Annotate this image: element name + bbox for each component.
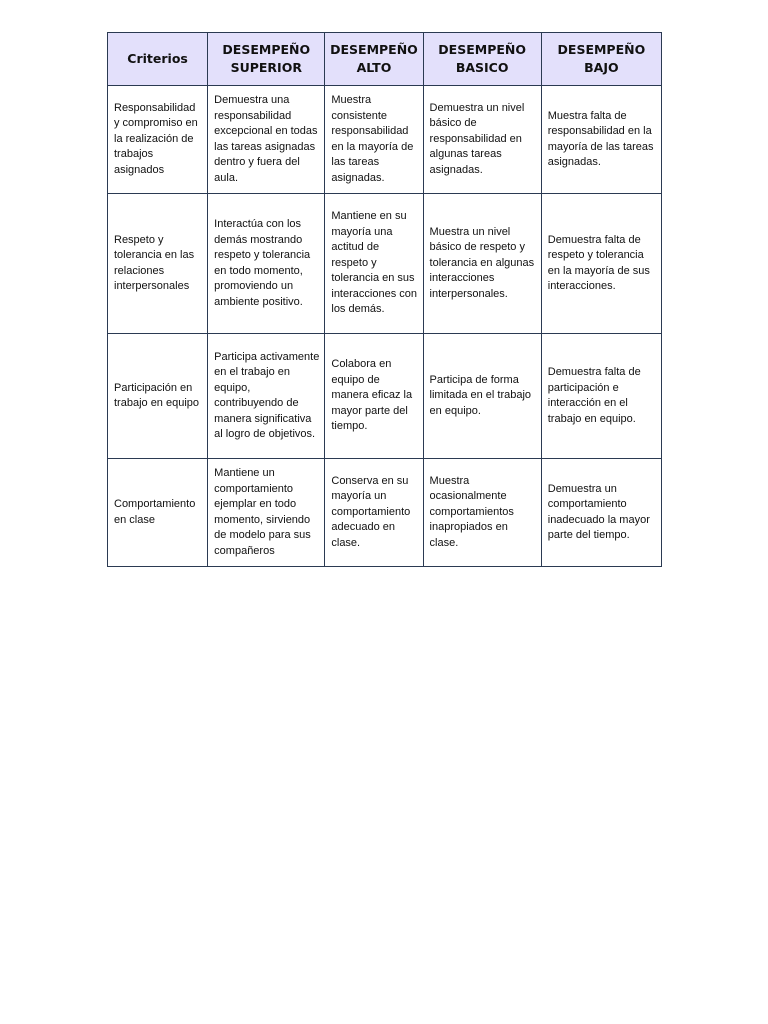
criterion-cell: Participación en trabajo en equipo	[108, 334, 208, 459]
bajo-cell: Muestra falta de responsabilidad en la mayoría de las tareas asignadas.	[541, 86, 661, 194]
table-row	[108, 459, 662, 567]
bajo-cell: Demuestra un comportamiento inadecuado la mayor parte del tiempo.	[541, 459, 661, 567]
rubric-body	[108, 86, 662, 567]
table-row	[108, 334, 662, 459]
criterion-cell: Responsabilidad y compromiso en la realización de trabajos asignados	[108, 86, 208, 194]
basico-cell: Demuestra un nivel básico de responsabilidad en algunas tareas asignadas.	[423, 86, 541, 194]
alto-cell: Muestra consistente responsabilidad en la mayoría de las tareas asignadas.	[325, 86, 423, 194]
alto-cell: Conserva en su mayoría un comportamiento adecuado en clase.	[325, 459, 423, 567]
superior-cell: Participa activamente en el trabajo en equipo, contribuyendo de manera significativa al logro de objetivos.	[208, 334, 325, 459]
basico-cell: Muestra un nivel básico de respeto y tolerancia en algunas interacciones interpersonales.	[423, 194, 541, 334]
header-criterios: Criterios	[108, 33, 208, 86]
alto-cell: Colabora en equipo de manera eficaz la mayor parte del tiempo.	[325, 334, 423, 459]
table-row	[108, 86, 662, 194]
header-desempeno-basico: DESEMPEÑO BASICO	[423, 33, 541, 86]
criterion-cell: Comportamiento en clase	[108, 459, 208, 567]
header-row	[108, 33, 662, 86]
superior-cell: Demuestra una responsabilidad excepcional en todas las tareas asignadas dentro y fuera del aula.	[208, 86, 325, 194]
header-desempeno-bajo: DESEMPEÑO BAJO	[541, 33, 661, 86]
superior-cell: Mantiene un comportamiento ejemplar en todo momento, sirviendo de modelo para sus compañeros	[208, 459, 325, 567]
rubric-table	[107, 32, 662, 567]
alto-cell: Mantiene en su mayoría una actitud de respeto y tolerancia en sus interacciones con los demás.	[325, 194, 423, 334]
basico-cell: Participa de forma limitada en el trabajo en equipo.	[423, 334, 541, 459]
bajo-cell: Demuestra falta de respeto y tolerancia en la mayoría de sus interacciones.	[541, 194, 661, 334]
header-desempeno-superior: DESEMPEÑO SUPERIOR	[208, 33, 325, 86]
table-row	[108, 194, 662, 334]
criterion-cell: Respeto y tolerancia en las relaciones interpersonales	[108, 194, 208, 334]
superior-cell: Interactúa con los demás mostrando respeto y tolerancia en todo momento, promoviendo un ambiente positivo.	[208, 194, 325, 334]
rubric-header	[108, 33, 662, 86]
bajo-cell: Demuestra falta de participación e interacción en el trabajo en equipo.	[541, 334, 661, 459]
basico-cell: Muestra ocasionalmente comportamientos inapropiados en clase.	[423, 459, 541, 567]
header-desempeno-alto: DESEMPEÑO ALTO	[325, 33, 423, 86]
